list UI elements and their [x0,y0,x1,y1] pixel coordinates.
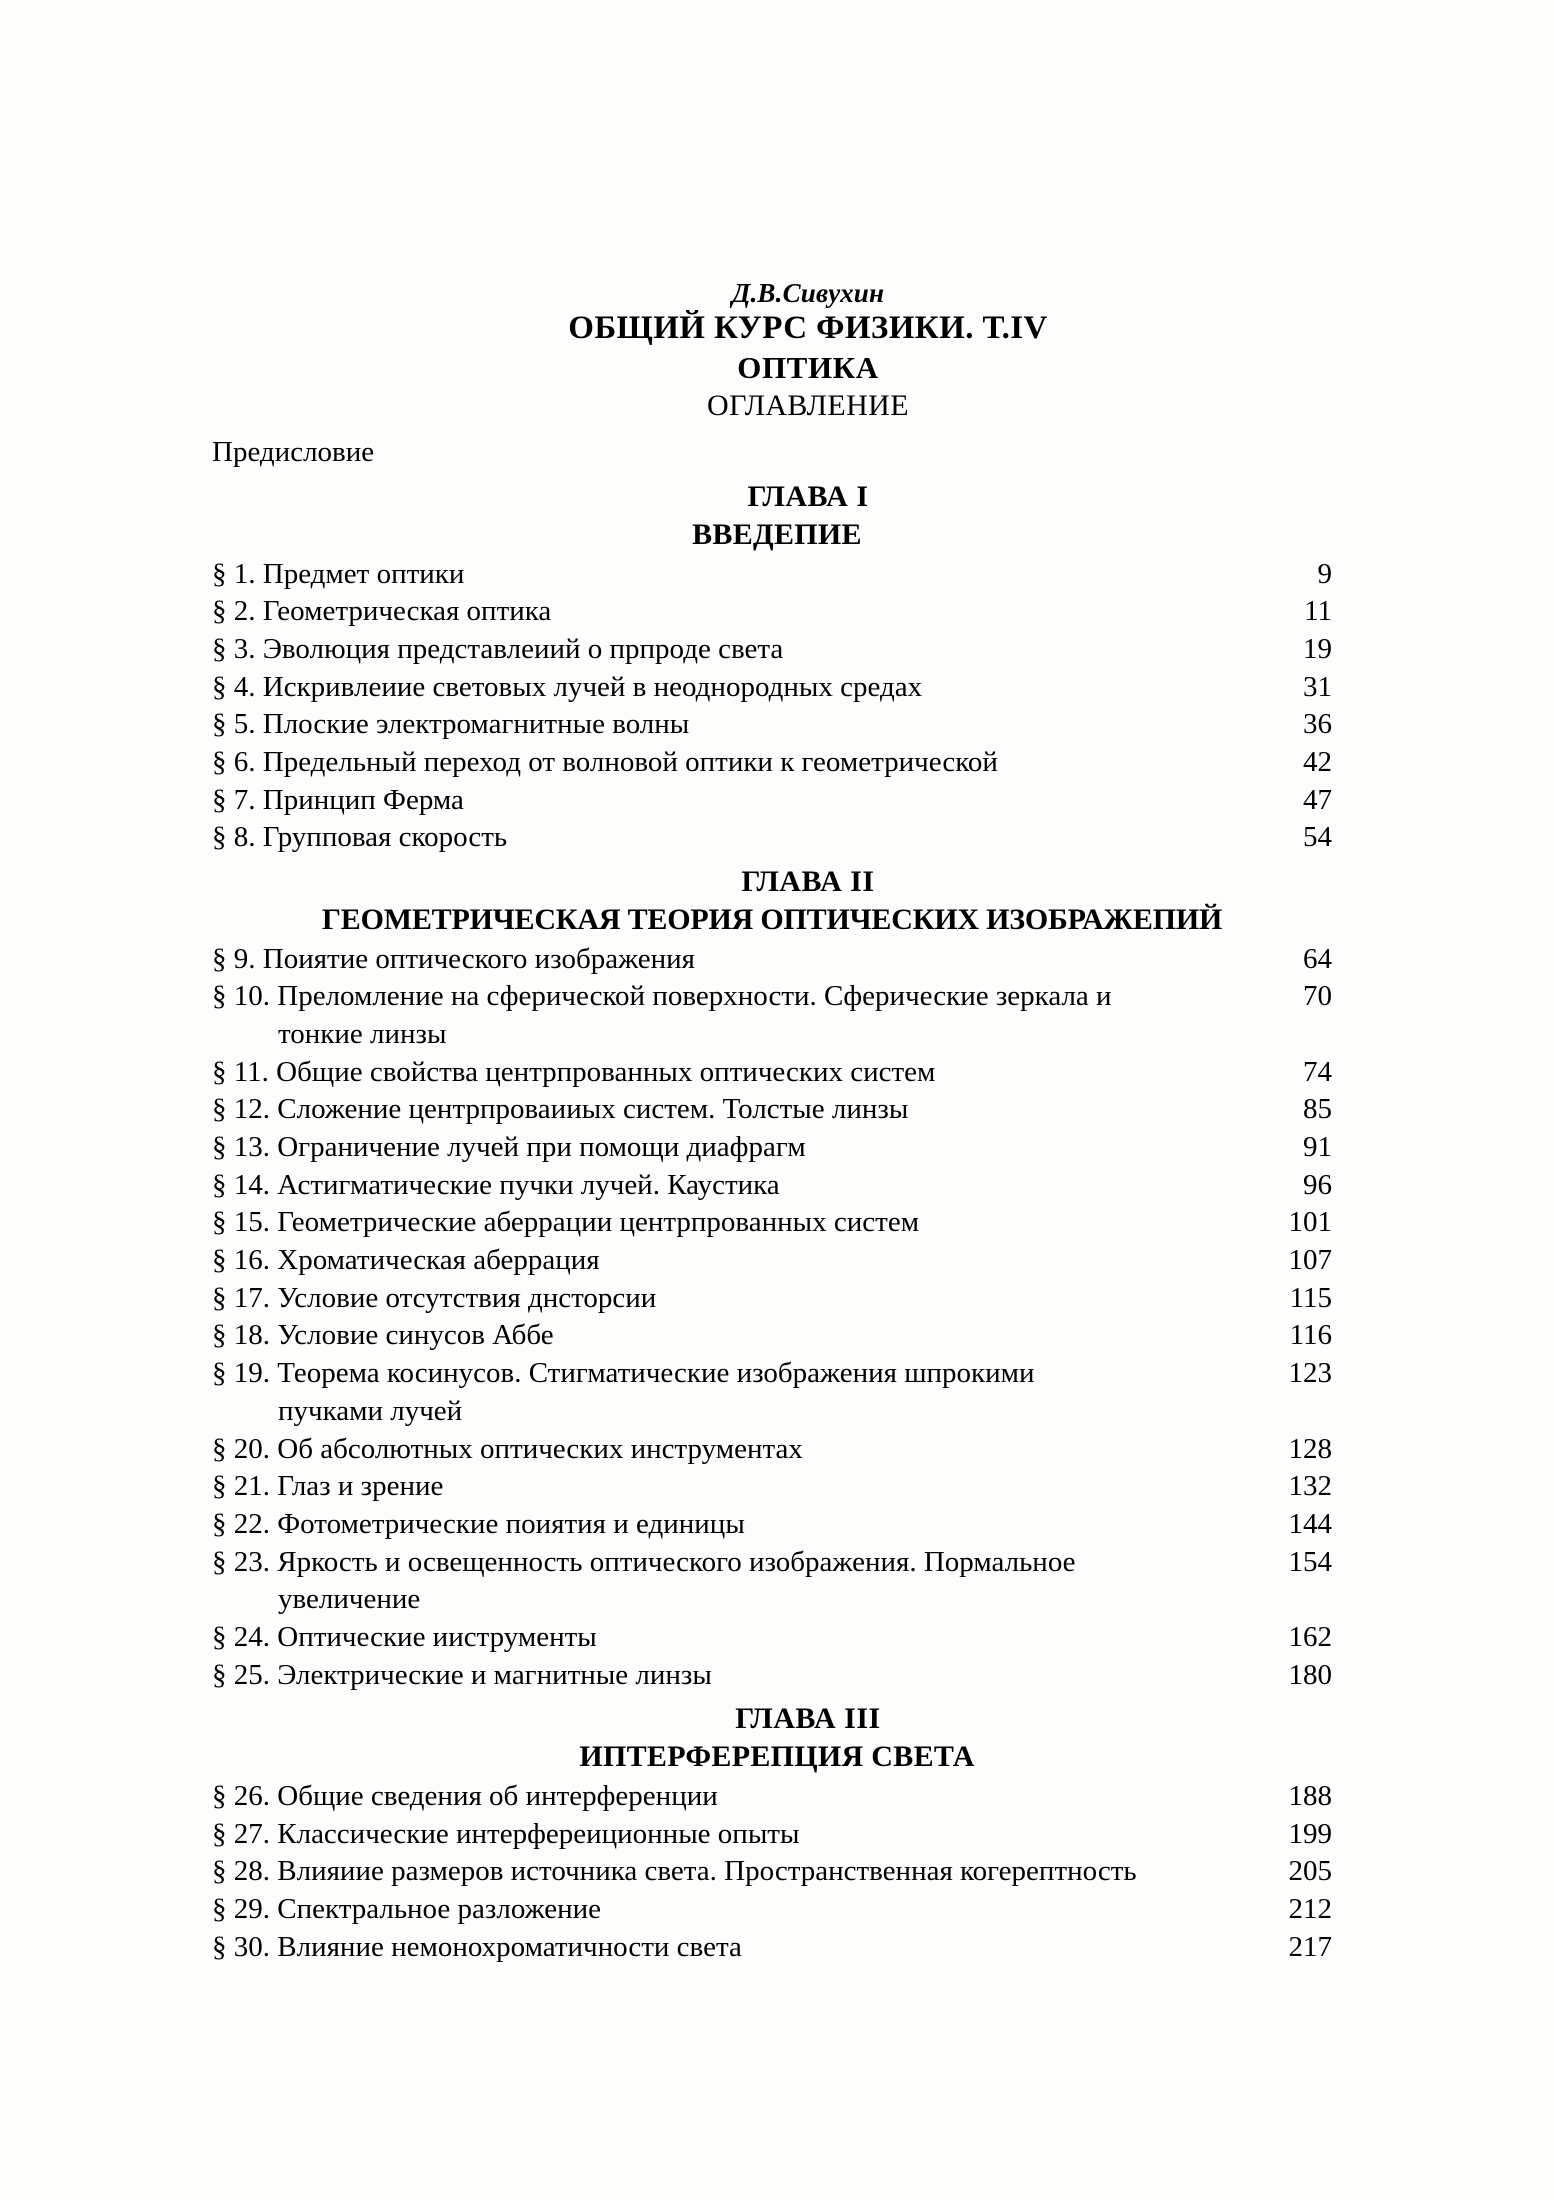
toc-entry-label: § 13. Ограничение лучей при помощи диафрагм [212,1131,806,1164]
toc-entry-label: § 24. Оптические ииструменты [212,1620,597,1653]
toc-entry-label: § 21. Глаз и зрение [212,1470,444,1503]
toc-entry[interactable] [212,1204,1332,1242]
book-title: ОБЩИЙ КУРС ФИЗИКИ. Т.IV [568,310,1048,347]
book-subtitle: ОПТИКА [737,349,879,385]
toc-entry[interactable] [212,1468,1332,1506]
author-name: Д.В.Сивухин [731,278,885,308]
toc-entry-label: § 3. Эволюция представлеиий о прпроде света [212,632,784,665]
toc-entry-page-number: 9 [1317,557,1332,590]
toc-entry[interactable] [212,1355,1332,1393]
toc-entry[interactable] [212,669,1332,707]
chapter-title: ГЕОМЕТРИЧЕСКАЯ ТЕОРИЯ ОПТИЧЕСКИХ ИЗОБРАЖЕПИЙ [321,902,1223,936]
toc-entry-label: § 4. Искривлеиие световых лучей в неоднородных средах [212,670,923,703]
toc-entry-label: § 27. Классические интерфереиционные опыты [212,1817,800,1850]
toc-entry[interactable] [212,1619,1332,1657]
toc-entry[interactable] [212,1091,1332,1129]
toc-entry-page-number: 70 [1303,980,1332,1013]
toc-entry[interactable] [212,744,1332,782]
toc-entry-page-number: 180 [1288,1658,1332,1691]
toc-entry[interactable] [212,1129,1332,1167]
toc-entry-page-number: 154 [1288,1545,1332,1578]
toc-entry-label: § 16. Хроматическая аберрация [212,1244,600,1277]
toc-entry-page-number: 96 [1303,1168,1332,1201]
toc-entry-label: § 22. Фотометрические поиятия и единицы [212,1507,745,1540]
toc-entry-page-number: 116 [1289,1319,1332,1352]
toc-entry-page-number: 85 [1303,1093,1332,1126]
toc-entry-page-number: 36 [1303,708,1332,741]
toc-entry-page-number: 42 [1303,745,1332,778]
toc-entry-page-number: 188 [1288,1779,1332,1812]
toc-entry-label: § 23. Яркость и освещенность оптического изображения. Пормальное [212,1545,1076,1578]
toc-entry-continuation: пучками лучей [278,1394,463,1427]
toc-entry-label: § 20. Об абсолютных оптических инструментах [212,1432,803,1465]
toc-entry[interactable] [212,593,1332,631]
toc-entry-label: § 11. Общие свойства центрпрованных оптических систем [212,1055,936,1088]
toc-entry-page-number: 199 [1288,1817,1332,1850]
toc-entry-label: § 2. Геометрическая оптика [212,595,552,628]
toc-entry-label: § 29. Спектральное разложение [212,1893,602,1925]
toc-entry-page-number: 115 [1289,1281,1332,1314]
toc-entry-label: § 7. Принцип Ферма [212,783,464,816]
toc-entry-continuation: тонкие линзы [278,1017,447,1050]
toc-entry-label: § 14. Астигматические пучки лучей. Каустика [212,1168,780,1201]
toc-entry-label: § 10. Преломление на сферической поверхности. Сферические зеркала и [212,980,1112,1013]
toc-heading: ОГЛАВЛЕНИЕ [707,388,909,422]
toc-entry[interactable] [212,1853,1332,1891]
toc-content [212,278,1332,1966]
chapter-number: ГЛАВА I [747,479,869,513]
toc-entry-page-number: 74 [1303,1055,1332,1088]
toc-entry[interactable] [212,1054,1332,1092]
chapter-number: ГЛАВА II [741,865,875,898]
entry-group [212,1778,1332,1966]
toc-entry[interactable] [212,1816,1332,1854]
toc-entry-label: § 1. Предмет оптики [212,557,465,590]
toc-entry-page-number: 128 [1288,1432,1332,1465]
toc-entry[interactable] [212,1544,1332,1582]
entry-group [212,941,1332,1695]
toc-entry[interactable] [212,941,1332,979]
preface-entry: Предисловие [212,436,375,469]
toc-entry[interactable] [212,1242,1332,1280]
toc-entry-label: § 12. Сложение центрпроваииых систем. Толстые линзы [212,1093,909,1126]
chapter-title: ИПТЕРФЕРЕПЦИЯ СВЕТА [579,1740,975,1774]
toc-entry[interactable] [212,1317,1332,1355]
toc-entry-label: § 30. Влияние немонохроматичности света [212,1930,742,1963]
toc-entry-label: § 9. Поиятие оптического изображения [212,942,696,975]
toc-entry-continuation: увеличение [278,1583,421,1616]
toc-entry-label: § 5. Плоские электромагнитные волны [212,708,690,741]
toc-entry[interactable] [212,782,1332,820]
toc-entry-page-number: 31 [1303,670,1332,703]
toc-entry-page-number: 101 [1288,1206,1332,1239]
chapter-list [212,478,1332,1966]
toc-entry-page-number: 91 [1303,1131,1332,1164]
toc-entry[interactable] [212,1506,1332,1544]
toc-entry-page-number: 217 [1288,1930,1332,1963]
toc-entry[interactable] [212,1929,1332,1967]
chapter-title: ВВЕДЕПИЕ [692,517,862,551]
toc-entry-label: § 26. Общие сведения об интерференции [212,1779,718,1812]
toc-entry[interactable] [212,1778,1332,1816]
toc-entry[interactable] [212,1657,1332,1695]
toc-entry[interactable] [212,819,1332,857]
toc-entry-page-number: 212 [1288,1893,1332,1925]
toc-entry[interactable] [212,556,1332,594]
toc-entry-page-number: 107 [1288,1244,1332,1277]
toc-entry-page-number: 54 [1303,821,1332,854]
entry-group [212,556,1332,858]
toc-entry-label: § 6. Предельный переход от волновой оптики к геометрической [212,745,998,778]
toc-entry-page-number: 64 [1303,942,1332,975]
toc-entry-label: § 25. Электрические и магнитные линзы [212,1658,712,1691]
toc-entry-page-number: 11 [1304,595,1332,628]
toc-entry-label: § 15. Геометрические аберрации центрпрованных систем [212,1206,920,1239]
toc-entry[interactable] [212,978,1332,1016]
toc-entry-label: § 28. Влияиие размеров источника света. Пространственная когерептность [212,1855,1137,1888]
toc-entry-label: § 17. Условие отсутствия днсторсии [212,1281,657,1314]
toc-entry-page-number: 205 [1288,1855,1332,1888]
toc-entry-page-number: 47 [1303,783,1332,816]
toc-entry[interactable] [212,631,1332,669]
toc-entry[interactable] [212,1891,1332,1929]
toc-entry-page-number: 144 [1288,1507,1332,1540]
toc-entry[interactable] [212,706,1332,744]
chapter-number: ГЛАВА III [735,1702,881,1736]
toc-entry-label: § 8. Групповая скорость [212,821,508,854]
toc-entry-page-number: 132 [1288,1470,1332,1503]
toc-entry[interactable] [212,1280,1332,1318]
toc-entry[interactable] [212,1167,1332,1205]
toc-entry-label: § 19. Теорема косинусов. Стигматические изображения шпрокими [212,1357,1035,1390]
toc-entry-page-number: 19 [1303,632,1332,665]
toc-entry-page-number: 123 [1288,1357,1332,1390]
toc-entry[interactable] [212,1431,1332,1469]
toc-entry-label: § 18. Условие синусов Аббе [212,1319,554,1352]
toc-entry-page-number: 162 [1288,1620,1332,1653]
